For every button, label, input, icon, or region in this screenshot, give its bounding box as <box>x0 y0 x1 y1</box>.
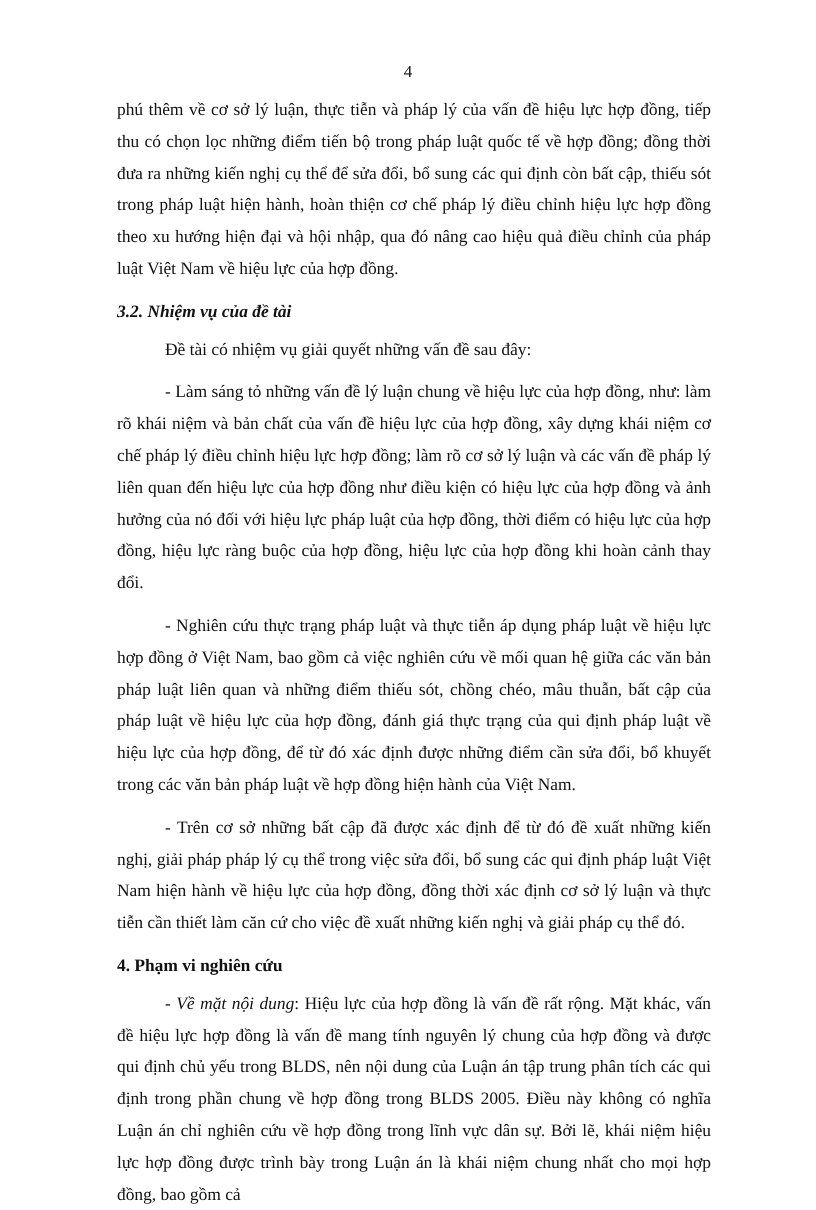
paragraph-task-3: - Trên cơ sở những bất cập đã được xác định để từ đó đề xuất những kiến nghị, giải pháp pháp lý cụ thể trong việc sửa đổi, bổ sung các qui định pháp luật Việt Nam hiện hành về hiệu lực của hợp đồng, đồng thời xác định cơ sở lý luận và thực tiễn cần thiết làm căn cứ cho việc đề xuất những kiến nghị và giải pháp cụ thể đó. <box>117 816 711 933</box>
section-heading-4: 4. Phạm vi nghiên cứu <box>117 954 283 975</box>
paragraph-task-1: - Làm sáng tỏ những vấn đề lý luận chung về hiệu lực của hợp đồng, như: làm rõ khái niệm và bản chất của vấn đề hiệu lực của hợp đồng, xây dựng khái niệm cơ chế pháp lý điều chỉnh hiệu lực hợp đồng; làm rõ cơ sở lý luận và các vấn đề pháp lý liên quan đến hiệu lực của hợp đồng như điều kiện có hiệu lực của hợp đồng và ảnh hưởng của nó đối với hiệu lực pháp luật của hợp đồng, thời điểm có hiệu lực của hợp đồng, hiệu lực ràng buộc của hợp đồng, hiệu lực của hợp đồng khi hoàn cảnh thay đổi. <box>117 381 711 593</box>
page-number: 4 <box>403 62 413 81</box>
scope-content-lead: - Về mặt nội dung <box>165 992 295 1013</box>
section-heading-3-2: 3.2. Nhiệm vụ của đề tài <box>117 300 292 321</box>
paragraph-tasks-intro: Đề tài có nhiệm vụ giải quyết những vấn đề sau đây: <box>165 338 532 359</box>
paragraph-scope-content <box>117 988 711 1210</box>
paragraph-task-2: - Nghiên cứu thực trạng pháp luật và thực tiễn áp dụng pháp luật về hiệu lực hợp đồng ở Việt Nam, bao gồm cả việc nghiên cứu về mối quan hệ giữa các văn bản pháp luật liên quan và những điểm thiếu sót, chồng chéo, mâu thuẫn, bất cập của pháp luật về hiệu lực của hợp đồng, đánh giá thực trạng của qui định pháp luật về hiệu lực của hợp đồng, để từ đó xác định được những điểm cần sửa đổi, bổ khuyết trong các văn bản pháp luật về hợp đồng hiện hành của Việt Nam. <box>117 614 711 794</box>
document-body <box>117 94 711 1210</box>
paragraph-intro-continuation: phú thêm về cơ sở lý luận, thực tiễn và pháp lý của vấn đề hiệu lực hợp đồng, tiếp thu có chọn lọc những điểm tiến bộ trong pháp luật quốc tế về hợp đồng; đồng thời đưa ra những kiến nghị cụ thể để sửa đổi, bổ sung các qui định còn bất cập, thiếu sót trong pháp luật hiện hành, hoàn thiện cơ chế pháp lý điều chỉnh hiệu lực hợp đồng theo xu hướng hiện đại và hội nhập, qua đó nâng cao hiệu quả điều chỉnh của pháp luật Việt Nam về hiệu lực của hợp đồng. <box>117 99 711 278</box>
scope-content-text: : Hiệu lực của hợp đồng là vấn đề rất rộng. Mặt khác, vấn đề hiệu lực hợp đồng là vấn đề mang tính nguyên lý chung của hợp đồng và được qui định chủ yếu trong BLDS, nên nội dung của Luận án tập trung phân tích các qui định trong phần chung về hợp đồng trong BLDS 2005. Điều này không có nghĩa Luận án chỉ nghiên cứu về hợp đồng trong lĩnh vực dân sự. Bởi lẽ, khái niệm hiệu lực hợp đồng được trình bày trong Luận án là khái niệm chung nhất cho mọi hợp đồng, bao gồm cả <box>117 992 711 1204</box>
